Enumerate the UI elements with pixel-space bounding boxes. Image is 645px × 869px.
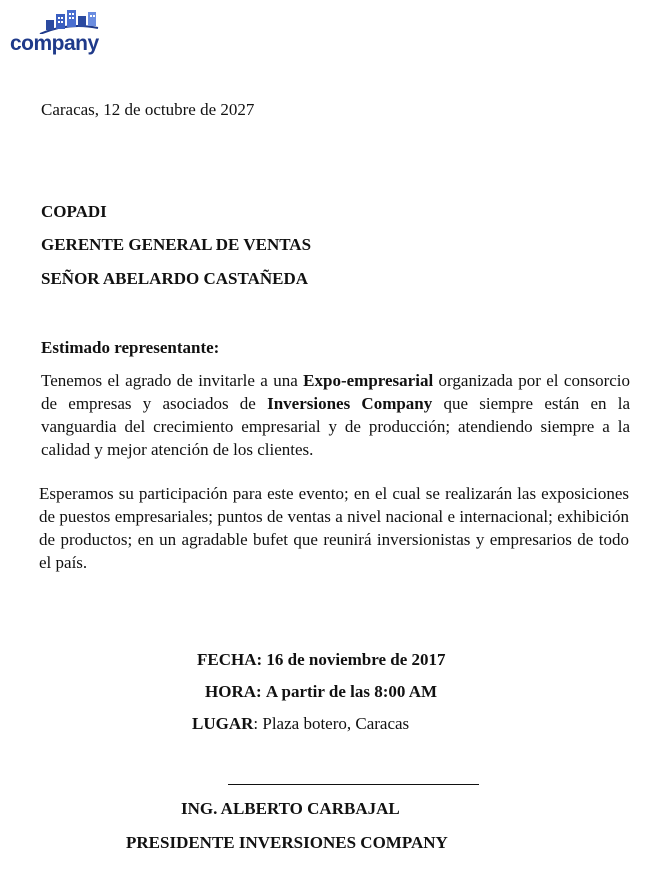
hora-value: A partir de las 8:00 AM [265, 682, 438, 701]
hora-label: HORA: [205, 682, 262, 701]
paragraph-2: Esperamos su participación para este evento; en el cual se realizarán las exposiciones de puestos empresariales; puntos de ventas a nivel nacional e internacional; exhibición de productos; en un agradable bufet que reunirá inversionistas y empresarios de todo el país. [39, 484, 629, 572]
fecha-value: 16 de noviembre de 2017 [266, 650, 446, 669]
p1-text-2: organizada por el consorcio de empresas y asociados de [41, 371, 631, 413]
lugar-label: LUGAR [192, 714, 254, 733]
recipient-name: SEÑOR ABELARDO CASTAÑEDA [41, 269, 309, 288]
signature-line [228, 784, 479, 785]
buildings-icon [38, 8, 100, 34]
recipient-company: COPADI [41, 202, 107, 221]
date-line: Caracas, 12 de octubre de 2027 [41, 100, 255, 119]
logo-text: company [10, 32, 99, 55]
p1-text-1: Tenemos el agrado de invitarle a una [41, 371, 304, 390]
lugar-value: : Plaza botero, Caracas [253, 714, 410, 733]
company-logo [10, 8, 100, 56]
p1-text-3: que siempre están en la vanguardia del crecimiento empresarial y de producción; atendiendo siempre a la calidad y mejor atención de los clientes. [41, 394, 631, 459]
signature-name: ING. ALBERTO CARBAJAL [181, 799, 400, 818]
p1-bold-expo: Expo-empresarial [303, 371, 434, 390]
p1-bold-company: Inversiones Company [267, 394, 433, 413]
event-lugar [192, 714, 409, 734]
event-fecha [197, 650, 446, 670]
event-hora [205, 682, 437, 702]
paragraph-1 [41, 369, 630, 461]
fecha-label: FECHA: [197, 650, 263, 669]
signature-title: PRESIDENTE INVERSIONES COMPANY [126, 833, 448, 852]
recipient-title: GERENTE GENERAL DE VENTAS [41, 235, 312, 254]
salutation: Estimado representante: [41, 338, 220, 357]
